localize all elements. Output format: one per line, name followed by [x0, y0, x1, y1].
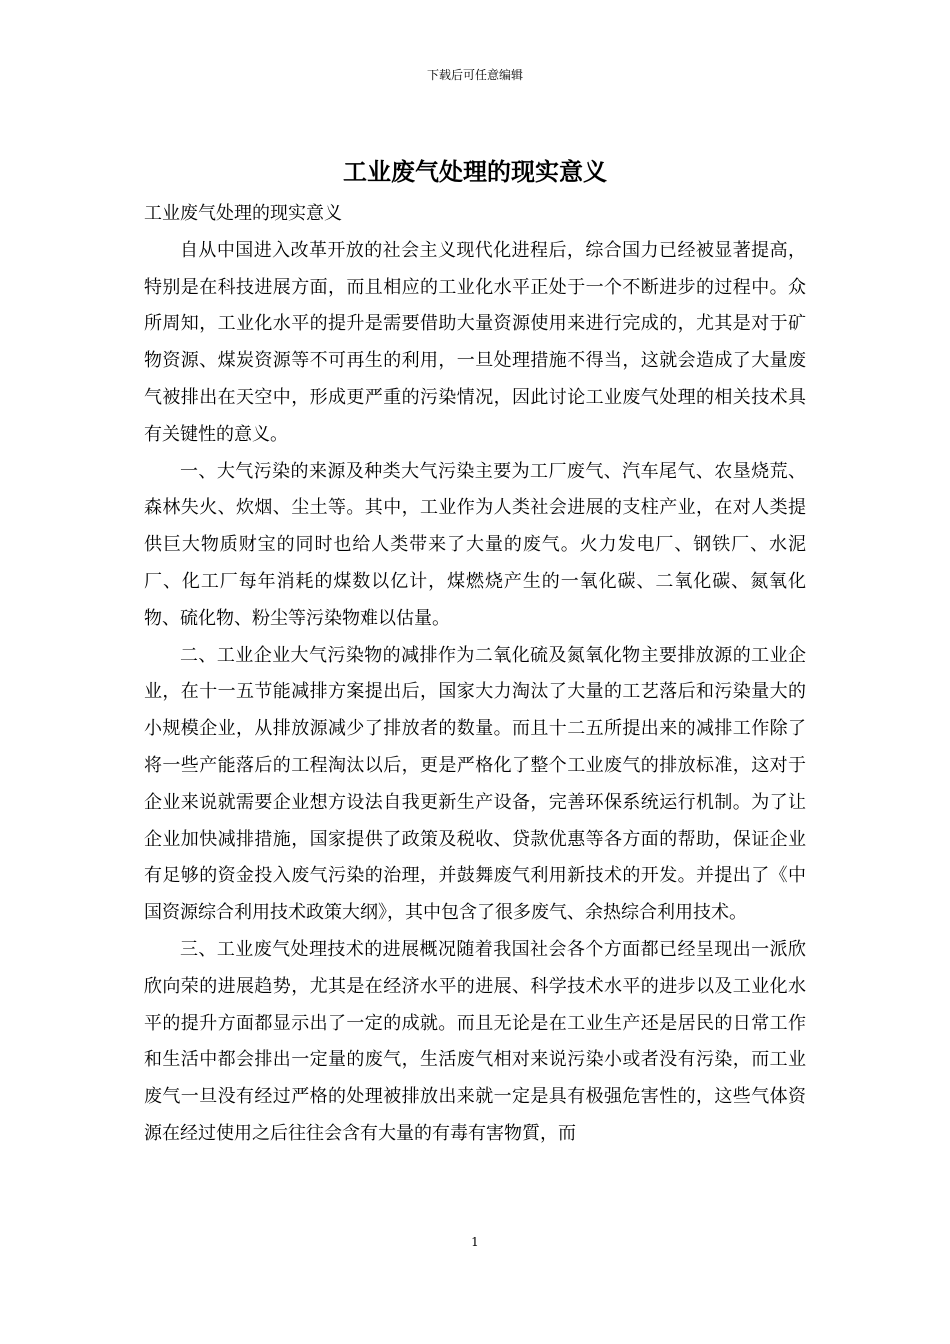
paragraph-section-3: 三、工业废气处理技术的进展概况随着我国社会各个方面都已经呈现出一派欣欣向荣的进展趋势，尤其是在经济水平的进展、科学技术水平的进步以及工业化水平的提升方面都显示出了一定的成就。而且无论是在工业生产还是居民的日常工作和生活中都会排出一定量的废气，生活废气相对来说污染小或者没有污染，而工业废气一旦没有经过严格的处理被排放出来就一定是具有极强危害性的，这些气体资源在经过使用之后往往会含有大量的有毒有害物質，而 — [144, 938, 806, 1144]
header-note: 下载后可任意编辑 — [426, 68, 523, 82]
paragraph-section-1: 一、大气污染的来源及种类大气污染主要为工厂废气、汽车尾气、农垦烧荒、森林失火、炊烟、尘土等。其中，工业作为人类社会进展的支柱产业，在对人类提供巨大物质财宝的同时也给人类带来了大量的废气。火力发电厂、钢铁厂、水泥厂、化工厂每年消耗的煤数以亿计，煤燃烧产生的一氧化碳、二氧化碳、氮氧化物、硫化物、粉尘等污染物难以估量。 — [144, 460, 806, 629]
document-title: 工业废气处理的现实意义 — [343, 157, 607, 186]
page-number: 1 — [471, 1235, 479, 1249]
paragraph-section-2: 二、工业企业大气污染物的减排作为二氧化硫及氮氧化物主要排放源的工业企业，在十一五节能减排方案提出后，国家大力淘汰了大量的工艺落后和污染量大的小规模企业，从排放源减少了排放者的数量。而且十二五所提出来的减排工作除了将一些产能落后的工程淘汰以后，更是严格化了整个工业废气的排放标准，这对于企业来说就需要企业想方设法自我更新生产设备，完善环保系统运行机制。为了让企业加快减排措施，国家提供了政策及税收、贷款优惠等各方面的帮助，保证企业有足够的资金投入废气污染的治理，并鼓舞废气利用新技术的开发。并提出了《中国资源综合利用技术政策大纲》，其中包含了很多废气、余热综合利用技术。 — [144, 644, 806, 924]
paragraph-intro: 自从中国进入改革开放的社会主义现代化进程后，综合国力已经被显著提高，特别是在科技进展方面，而且相应的工业化水平正处于一个不断进步的过程中。众所周知，工业化水平的提升是需要借助大量资源使用来进行完成的，尤其是对于矿物资源、煤炭资源等不可再生的利用，一旦处理措施不得当，这就会造成了大量废气被排出在天空中，形成更严重的污染情况，因此讨论工业废气处理的相关技术具有关键性的意义。 — [144, 239, 806, 445]
subtitle-line: 工业废气处理的现实意义 — [144, 203, 342, 224]
document-body — [144, 196, 806, 1153]
